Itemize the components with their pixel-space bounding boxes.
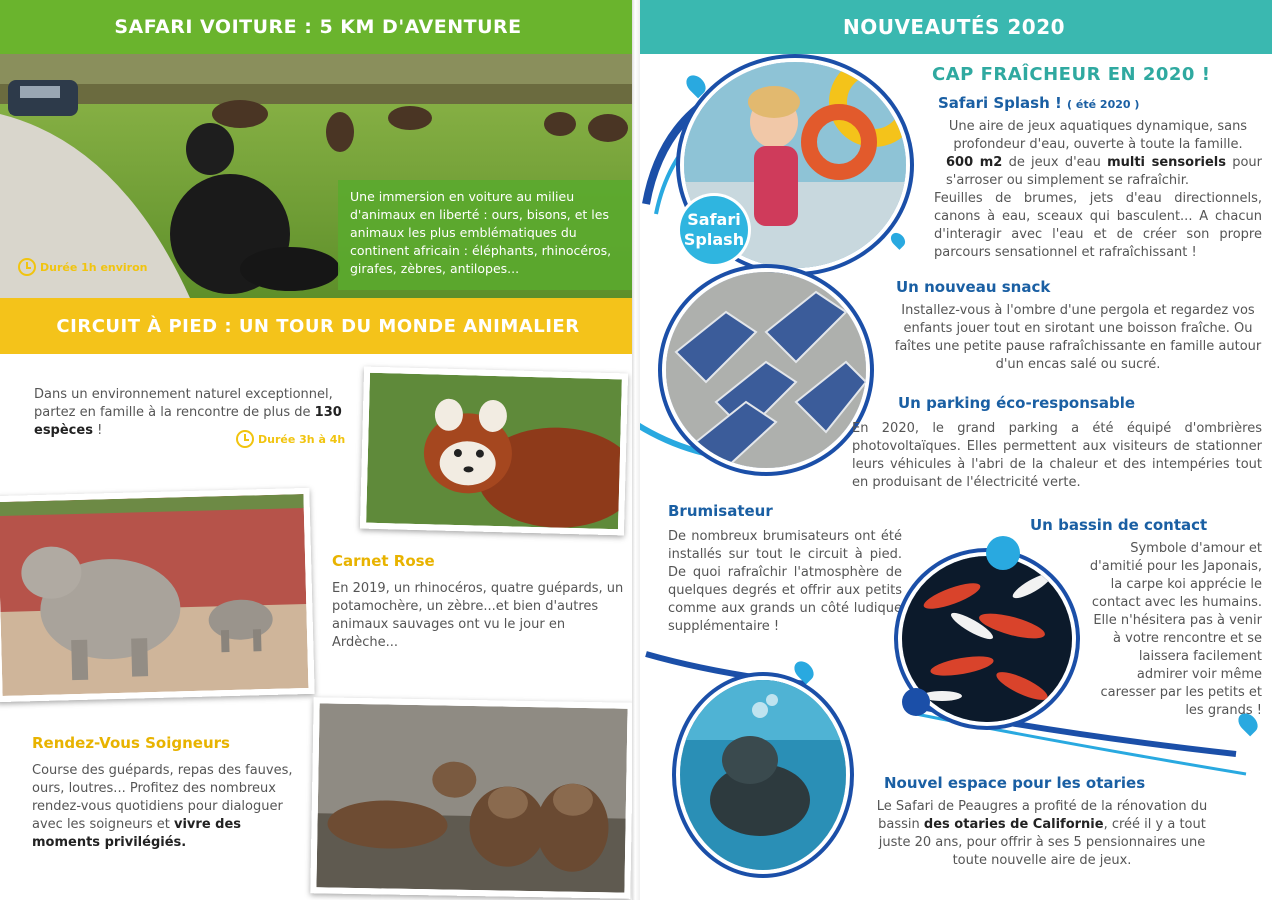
rhino-photo xyxy=(0,488,315,702)
circuit-duration-label: Durée 3h à 4h xyxy=(258,432,346,446)
splash-heading-note: ( été 2020 ) xyxy=(1067,98,1140,111)
page-fold xyxy=(632,0,640,900)
splash-p1: Une aire de jeux aquatiques dynamique, sans profondeur d'eau, ouverte à toute la famille. xyxy=(948,119,1248,152)
splash-p2 xyxy=(934,154,1262,190)
circuit-intro-bold: 130 espèces xyxy=(34,405,342,438)
splash-text xyxy=(934,118,1262,262)
otaries-heading: Nouvel espace pour les otaries xyxy=(884,774,1146,792)
otaries-text2: , créé il y a tout juste 20 ans, pour offrir à ses 5 pensionnaires une toute nouvelle aire de jeux. xyxy=(878,817,1206,868)
circuit-duration xyxy=(236,430,345,448)
safari-banner: SAFARI VOITURE : 5 KM D'AVENTURE xyxy=(0,0,636,54)
splash-p2-mid: de jeux d'eau xyxy=(1002,155,1108,170)
clock-icon xyxy=(18,258,36,276)
safari-description: Une immersion en voiture au milieu d'animaux en liberté : ours, bisons, et les animaux les plus emblématiques du continent africain : éléphants, rhinocéros, girafes, zèbres, antilopes... xyxy=(338,180,632,290)
safari-splash-badge xyxy=(680,196,748,264)
soigneurs-text xyxy=(32,762,300,852)
splash-p2-end: pour s'arroser ou simplement se rafraîchir. xyxy=(946,155,1262,188)
otaries-text-bold: des otaries de Californie xyxy=(923,817,1104,832)
carnet-text: En 2019, un rhinocéros, quatre guépards, un potamochère, un zèbre...et bien d'autres animaux sauvages ont vu le jour en Ardèche... xyxy=(332,581,624,650)
splash-p2-bold1: 600 m2 xyxy=(946,155,1003,170)
badge-line2: Splash xyxy=(683,230,745,249)
splash-heading-text: Safari Splash ! xyxy=(938,94,1062,112)
bassin-text: Symbole d'amour et d'amitié pour les Japonais, la carpe koi apprécie le contact avec les humains. Elle n'hésitera pas à venir à votre rencontre et se laissera facilement admirer voir même caresser par les petits et les grands ! xyxy=(1089,541,1262,718)
splash-heading xyxy=(938,94,1139,112)
circuit-intro-text: Dans un environnement naturel exceptionnel, partez en famille à la rencontre de plus de xyxy=(34,387,333,420)
otters-photo xyxy=(310,697,633,899)
splash-p2-bold2: multi sensoriels xyxy=(1107,155,1226,170)
soigneurs-heading: Rendez-Vous Soigneurs xyxy=(32,734,230,752)
otaries-text1: Le Safari de Peaugres a profité de la rénovation du bassin xyxy=(876,799,1208,832)
circuit-banner: CIRCUIT À PIED : UN TOUR DU MONDE ANIMALIER xyxy=(0,298,636,354)
safari-duration-label: Durée 1h environ xyxy=(40,260,148,274)
clock-icon xyxy=(236,430,254,448)
nouveautes-banner: NOUVEAUTÉS 2020 xyxy=(636,0,1272,54)
parking-heading: Un parking éco-responsable xyxy=(898,394,1136,412)
snack-text: Installez-vous à l'ombre d'une pergola et regardez vos enfants jouer tout en sirotant une boisson fraîche. Ou faîtes une petite pause rafraîchissante en famille autour d'un encas salé ou sucré. xyxy=(894,303,1262,372)
splash-p3: Feuilles de brumes, jets d'eau directionnels, canons à eau, sceaux qui basculent... A chacun d'interagir avec l'eau et de créer son propre parcours sensationnel et rafraîchissant ! xyxy=(934,191,1262,260)
badge-line1: Safari xyxy=(687,210,741,229)
soigneurs-text-main: Course des guépards, repas des fauves, ours, loutres... Profitez des nombreux rendez-vous quotidiens pour dialoguer avec les soigneurs et xyxy=(32,763,293,832)
otaries-text xyxy=(872,798,1212,870)
decor-dot xyxy=(902,688,930,716)
soigneurs-text-bold: vivre des moments privilégiés. xyxy=(32,817,242,850)
cap-title: CAP FRAÎCHEUR EN 2020 ! xyxy=(932,64,1211,85)
safari-duration xyxy=(18,258,148,276)
snack-heading: Un nouveau snack xyxy=(896,278,1051,296)
right-page xyxy=(636,0,1272,900)
circuit-intro-end: ! xyxy=(92,423,103,438)
parking-photo xyxy=(666,272,866,468)
brumisateur-text: De nombreux brumisateurs ont été installés sur tout le circuit à pied. De quoi rafraîchir l'atmosphère de quelques degrés et offrir aux petits comme aux grands un côté ludique supplémentaire ! xyxy=(668,529,902,634)
parking-text: En 2020, le grand parking a été équipé d'ombrières photovoltaïques. Elles permettent aux visiteurs de stationner leurs véhicules à l'abri de la chaleur et des intempéries tout en produisant de l'électricité verte. xyxy=(852,421,1262,490)
bassin-heading: Un bassin de contact xyxy=(1030,516,1208,534)
decor-dot xyxy=(986,536,1020,570)
carnet-heading: Carnet Rose xyxy=(332,552,435,570)
sea-lion-photo xyxy=(680,680,846,870)
red-panda-photo xyxy=(360,367,628,536)
brumisateur-heading: Brumisateur xyxy=(668,502,773,520)
